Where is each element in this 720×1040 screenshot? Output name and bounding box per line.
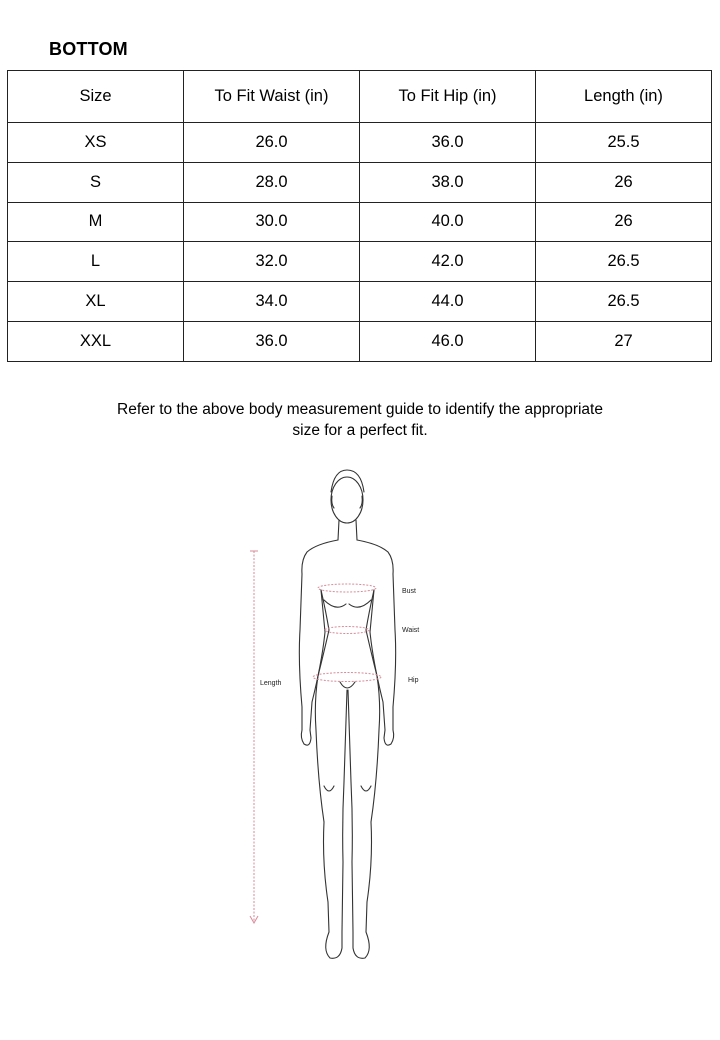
cell-hip: 42.0 <box>360 242 536 282</box>
bust-label: Bust <box>402 588 417 595</box>
bust-line <box>318 584 376 592</box>
cell-size: L <box>8 242 184 282</box>
length-label: Length <box>260 680 282 687</box>
table-row <box>8 123 712 163</box>
table-header-row <box>8 71 712 123</box>
table-row <box>8 242 712 282</box>
header-hip: To Fit Hip (in) <box>360 71 536 123</box>
cell-length: 27 <box>536 321 712 361</box>
cell-size: S <box>8 162 184 202</box>
cell-length: 25.5 <box>536 123 712 163</box>
section-title: BOTTOM <box>49 39 128 59</box>
header-size: Size <box>8 71 184 123</box>
cell-length: 26.5 <box>536 242 712 282</box>
cell-hip: 46.0 <box>360 321 536 361</box>
body-outline <box>299 470 395 958</box>
cell-length: 26.5 <box>536 282 712 322</box>
cell-waist: 30.0 <box>184 202 360 242</box>
waist-label: Waist <box>402 627 420 634</box>
size-chart-table <box>7 70 712 362</box>
waist-line <box>325 627 369 634</box>
header-waist: To Fit Waist (in) <box>184 71 360 123</box>
cell-size: XL <box>8 282 184 322</box>
hip-line <box>313 673 381 682</box>
cell-hip: 38.0 <box>360 162 536 202</box>
cell-size: XS <box>8 123 184 163</box>
cell-size: M <box>8 202 184 242</box>
note-line-2: size for a perfect fit. <box>292 422 428 439</box>
cell-waist: 28.0 <box>184 162 360 202</box>
cell-size: XXL <box>8 321 184 361</box>
cell-hip: 44.0 <box>360 282 536 322</box>
table-row <box>8 162 712 202</box>
table-row <box>8 321 712 361</box>
measurement-note <box>60 399 660 441</box>
cell-hip: 40.0 <box>360 202 536 242</box>
cell-hip: 36.0 <box>360 123 536 163</box>
body-outline-illustration <box>230 462 460 972</box>
table-row <box>8 282 712 322</box>
cell-length: 26 <box>536 202 712 242</box>
cell-length: 26 <box>536 162 712 202</box>
cell-waist: 32.0 <box>184 242 360 282</box>
header-length: Length (in) <box>536 71 712 123</box>
cell-waist: 34.0 <box>184 282 360 322</box>
cell-waist: 26.0 <box>184 123 360 163</box>
hip-label: Hip <box>408 677 419 684</box>
note-line-1: Refer to the above body measurement guide to identify the appropriate <box>117 401 603 418</box>
table-row <box>8 202 712 242</box>
cell-waist: 36.0 <box>184 321 360 361</box>
body-measurement-figure <box>230 462 460 972</box>
